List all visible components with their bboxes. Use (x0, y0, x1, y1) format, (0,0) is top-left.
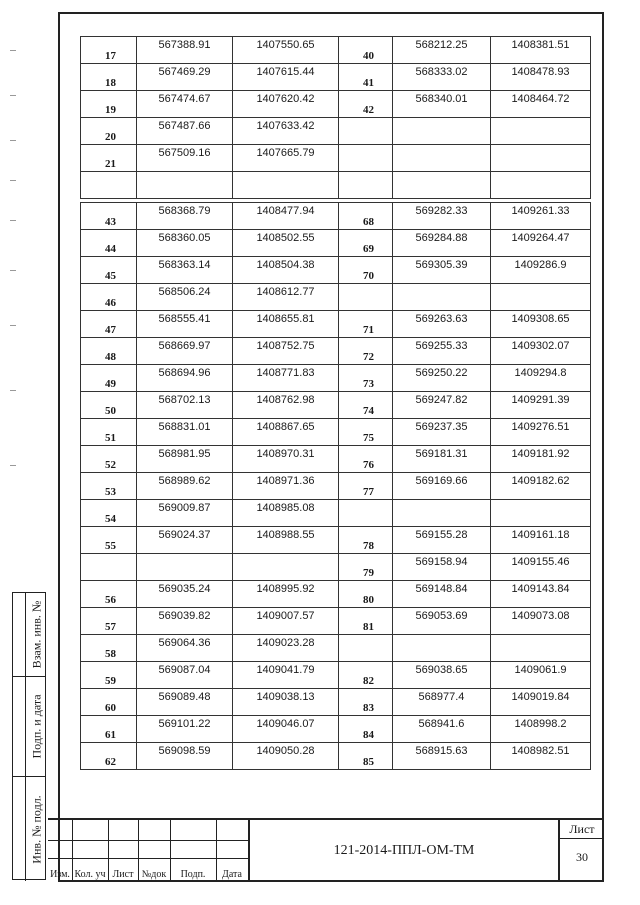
coord-y: 1409007.57 (233, 608, 339, 635)
point-number (81, 554, 137, 581)
coord-y: 1409023.28 (233, 635, 339, 662)
coord-x: 568555.41 (137, 311, 233, 338)
side-cell-inv (13, 777, 45, 881)
coord-x (393, 172, 491, 199)
table-row (81, 662, 591, 689)
coord-y: 1409038.13 (233, 689, 339, 716)
point-number: 53 (81, 473, 137, 500)
coord-x: 568368.79 (137, 203, 233, 230)
point-number: 18 (81, 64, 137, 91)
point-number: 62 (81, 743, 137, 770)
point-number: 69 (339, 230, 393, 257)
point-number: 42 (339, 91, 393, 118)
coord-x: 568831.01 (137, 419, 233, 446)
coord-y: 1408985.08 (233, 500, 339, 527)
coord-x (137, 172, 233, 199)
point-number: 19 (81, 91, 137, 118)
side-cell-podp (13, 677, 45, 777)
point-number: 17 (81, 37, 137, 64)
label-podp: Подп. (180, 869, 206, 880)
table-row (81, 581, 591, 608)
table-row (81, 311, 591, 338)
coord-y: 1409264.47 (491, 230, 591, 257)
point-number: 44 (81, 230, 137, 257)
point-number: 71 (339, 311, 393, 338)
revision-grid (48, 820, 248, 882)
table-row (81, 172, 591, 199)
point-number: 52 (81, 446, 137, 473)
side-label-inv: Инв. № подл. (29, 794, 44, 864)
coord-x: 569263.63 (393, 311, 491, 338)
coord-x: 567509.16 (137, 145, 233, 172)
coord-x: 569282.33 (393, 203, 491, 230)
coord-y: 1408752.75 (233, 338, 339, 365)
point-number: 76 (339, 446, 393, 473)
coord-y: 1409181.92 (491, 446, 591, 473)
margin-tick (10, 180, 16, 181)
coord-y: 1409308.65 (491, 311, 591, 338)
coord-x: 569305.39 (393, 257, 491, 284)
point-number: 59 (81, 662, 137, 689)
coord-y: 1408464.72 (491, 91, 591, 118)
margin-tick (10, 465, 16, 466)
coord-x: 567474.67 (137, 91, 233, 118)
table-row (81, 37, 591, 64)
coord-y: 1408477.94 (233, 203, 339, 230)
coord-x: 569237.35 (393, 419, 491, 446)
table-row (81, 635, 591, 662)
point-number: 47 (81, 311, 137, 338)
coord-x: 567469.29 (137, 64, 233, 91)
coord-y: 1408381.51 (491, 37, 591, 64)
coord-x: 568340.01 (393, 91, 491, 118)
coord-x: 569101.22 (137, 716, 233, 743)
coord-y: 1409155.46 (491, 554, 591, 581)
coord-x: 569255.33 (393, 338, 491, 365)
coord-x: 567487.66 (137, 118, 233, 145)
point-number: 40 (339, 37, 393, 64)
coord-x: 568333.02 (393, 64, 491, 91)
coord-y: 1408998.2 (491, 716, 591, 743)
coord-y: 1408988.55 (233, 527, 339, 554)
coord-y: 1408982.51 (491, 743, 591, 770)
point-number: 73 (339, 365, 393, 392)
point-number: 68 (339, 203, 393, 230)
coord-y: 1407665.79 (233, 145, 339, 172)
coord-y: 1408970.31 (233, 446, 339, 473)
point-number: 70 (339, 257, 393, 284)
point-number: 21 (81, 145, 137, 172)
coord-x: 568694.96 (137, 365, 233, 392)
coord-y: 1409050.28 (233, 743, 339, 770)
coordinates-table-main (80, 202, 591, 770)
coord-y: 1408762.98 (233, 392, 339, 419)
label-ndok: №док (141, 869, 167, 880)
coord-y: 1408478.93 (491, 64, 591, 91)
point-number: 84 (339, 716, 393, 743)
coord-x: 567388.91 (137, 37, 233, 64)
point-number: 50 (81, 392, 137, 419)
coord-x (393, 500, 491, 527)
document-code: 121-2014-ППЛ-ОМ-ТМ (248, 820, 558, 882)
point-number: 58 (81, 635, 137, 662)
table-row (81, 145, 591, 172)
table-row (81, 743, 591, 770)
coord-y: 1409294.8 (491, 365, 591, 392)
coord-x: 568363.14 (137, 257, 233, 284)
label-list: Лист (112, 869, 134, 880)
point-number (81, 172, 137, 199)
coord-x: 569024.37 (137, 527, 233, 554)
side-divider (25, 593, 26, 676)
point-number: 20 (81, 118, 137, 145)
coord-y: 1409073.08 (491, 608, 591, 635)
coord-y: 1409041.79 (233, 662, 339, 689)
margin-tick (10, 50, 16, 51)
point-number: 43 (81, 203, 137, 230)
table-row (81, 473, 591, 500)
side-divider (25, 677, 26, 776)
coord-y: 1408612.77 (233, 284, 339, 311)
coord-x: 569098.59 (137, 743, 233, 770)
table-row (81, 527, 591, 554)
table-row (81, 716, 591, 743)
coord-y: 1407633.42 (233, 118, 339, 145)
table-row (81, 608, 591, 635)
coord-y: 1408995.92 (233, 581, 339, 608)
point-number: 49 (81, 365, 137, 392)
point-number: 54 (81, 500, 137, 527)
coord-x: 569039.82 (137, 608, 233, 635)
table-row (81, 203, 591, 230)
point-number: 80 (339, 581, 393, 608)
point-number: 41 (339, 64, 393, 91)
table-row (81, 338, 591, 365)
sheet-label: Лист (560, 822, 604, 839)
coord-x: 569089.48 (137, 689, 233, 716)
point-number: 85 (339, 743, 393, 770)
label-izm: Изм. (50, 869, 70, 880)
point-number: 55 (81, 527, 137, 554)
coord-x: 568915.63 (393, 743, 491, 770)
margin-tick (10, 140, 16, 141)
margin-tick (10, 270, 16, 271)
coord-y: 1409261.33 (491, 203, 591, 230)
point-number (339, 635, 393, 662)
table-row (81, 554, 591, 581)
table-row (81, 118, 591, 145)
margin-tick (10, 325, 16, 326)
coord-y (491, 500, 591, 527)
point-number (339, 500, 393, 527)
coord-x: 568506.24 (137, 284, 233, 311)
sheet-number-box (558, 820, 604, 882)
side-stamp (12, 592, 46, 880)
table-row (81, 365, 591, 392)
point-number: 45 (81, 257, 137, 284)
coord-x: 569247.82 (393, 392, 491, 419)
margin-tick (10, 220, 16, 221)
coord-y (491, 145, 591, 172)
table-row (81, 689, 591, 716)
coord-x: 569158.94 (393, 554, 491, 581)
coord-x: 569009.87 (137, 500, 233, 527)
coord-x: 569148.84 (393, 581, 491, 608)
point-number: 81 (339, 608, 393, 635)
table-row (81, 500, 591, 527)
point-number: 51 (81, 419, 137, 446)
coordinates-table-top (80, 36, 591, 199)
point-number: 77 (339, 473, 393, 500)
point-number: 60 (81, 689, 137, 716)
coord-x (393, 635, 491, 662)
table-row (81, 230, 591, 257)
table-row (81, 446, 591, 473)
point-number: 82 (339, 662, 393, 689)
point-number: 83 (339, 689, 393, 716)
coord-y: 1407620.42 (233, 91, 339, 118)
coord-y: 1408504.38 (233, 257, 339, 284)
coord-y (491, 118, 591, 145)
coord-y: 1409276.51 (491, 419, 591, 446)
table-row (81, 284, 591, 311)
coord-y: 1409302.07 (491, 338, 591, 365)
label-kol-uch: Кол. уч (74, 869, 106, 880)
coord-y: 1409182.62 (491, 473, 591, 500)
point-number: 78 (339, 527, 393, 554)
coord-y: 1407550.65 (233, 37, 339, 64)
coord-x: 568977.4 (393, 689, 491, 716)
point-number (339, 172, 393, 199)
point-number: 72 (339, 338, 393, 365)
side-divider (25, 777, 26, 881)
coord-y: 1408971.36 (233, 473, 339, 500)
point-number: 74 (339, 392, 393, 419)
coord-y: 1409286.9 (491, 257, 591, 284)
coord-y: 1408655.81 (233, 311, 339, 338)
margin-tick (10, 95, 16, 96)
coord-x: 568989.62 (137, 473, 233, 500)
coord-y (233, 554, 339, 581)
coord-x: 568360.05 (137, 230, 233, 257)
coord-y (491, 172, 591, 199)
coord-y: 1408771.83 (233, 365, 339, 392)
point-number: 57 (81, 608, 137, 635)
coord-x: 569053.69 (393, 608, 491, 635)
coord-x (393, 284, 491, 311)
margin-tick (10, 390, 16, 391)
point-number: 56 (81, 581, 137, 608)
coord-y (491, 635, 591, 662)
side-label-vzam: Взам. инв. № (29, 600, 44, 669)
coord-x: 568212.25 (393, 37, 491, 64)
table-row (81, 257, 591, 284)
title-block (48, 818, 604, 882)
coord-x: 569181.31 (393, 446, 491, 473)
point-number: 46 (81, 284, 137, 311)
table-row (81, 64, 591, 91)
coord-y: 1409291.39 (491, 392, 591, 419)
coord-x: 568702.13 (137, 392, 233, 419)
coord-y (491, 284, 591, 311)
point-number (339, 118, 393, 145)
point-number (339, 145, 393, 172)
coord-x: 568669.97 (137, 338, 233, 365)
sheet-number: 30 (576, 850, 588, 864)
coord-x: 569284.88 (393, 230, 491, 257)
table-row (81, 419, 591, 446)
coord-x: 569038.65 (393, 662, 491, 689)
coord-x: 569155.28 (393, 527, 491, 554)
coord-y: 1409061.9 (491, 662, 591, 689)
coord-y: 1409019.84 (491, 689, 591, 716)
coord-y: 1409161.18 (491, 527, 591, 554)
coord-x (393, 118, 491, 145)
coord-y: 1409046.07 (233, 716, 339, 743)
coord-y: 1408502.55 (233, 230, 339, 257)
label-data: Дата (222, 869, 242, 880)
coord-x: 569035.24 (137, 581, 233, 608)
point-number: 79 (339, 554, 393, 581)
point-number: 48 (81, 338, 137, 365)
side-label-podp: Подп. и дата (29, 694, 44, 759)
point-number: 61 (81, 716, 137, 743)
point-number (339, 284, 393, 311)
coord-y: 1409143.84 (491, 581, 591, 608)
table-row (81, 392, 591, 419)
coord-x: 569169.66 (393, 473, 491, 500)
coord-x (137, 554, 233, 581)
coord-x: 568981.95 (137, 446, 233, 473)
point-number: 75 (339, 419, 393, 446)
coord-x: 569087.04 (137, 662, 233, 689)
coord-y: 1407615.44 (233, 64, 339, 91)
coord-y: 1408867.65 (233, 419, 339, 446)
coord-x: 569250.22 (393, 365, 491, 392)
coord-y (233, 172, 339, 199)
side-cell-vzam (13, 593, 45, 677)
coord-x (393, 145, 491, 172)
table-row (81, 91, 591, 118)
coord-x: 569064.36 (137, 635, 233, 662)
coord-x: 568941.6 (393, 716, 491, 743)
